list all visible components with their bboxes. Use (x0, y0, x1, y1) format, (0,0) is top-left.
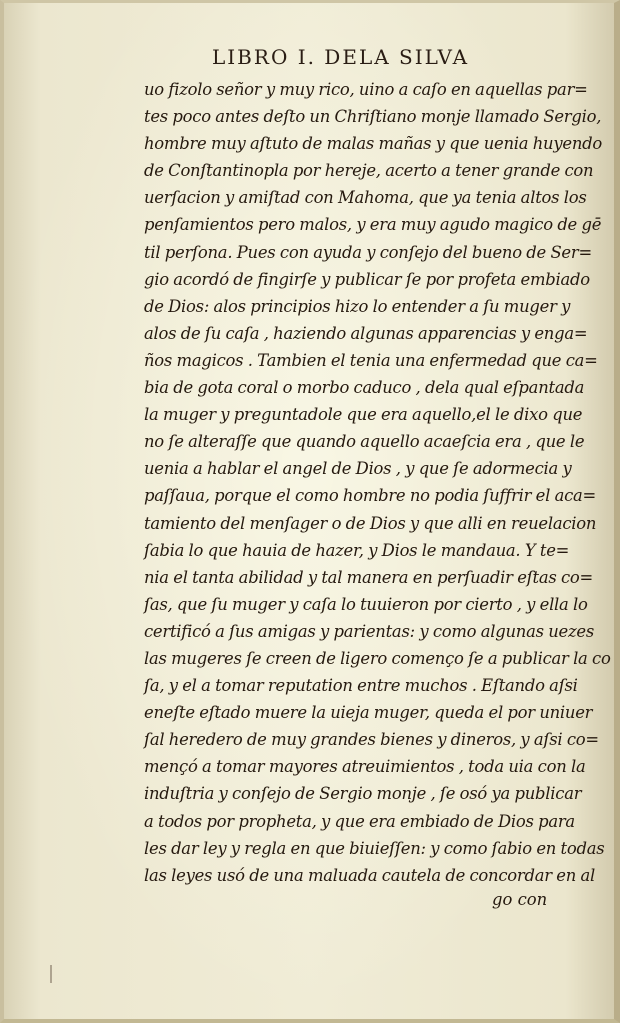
text-line: a todos por propheta, y que era embiado de Dios para (144, 811, 575, 831)
text-line: nia el tanta abilidad y tal manera en perſuadir eſtas co= (144, 567, 593, 587)
text-line: bia de gota coral o morbo caduco , dela qual eſpantada (144, 378, 585, 398)
text-line: las mugeres ſe creen de ligero començo ſe a publicar la co (144, 648, 611, 668)
text-line: ſal heredero de muy grandes bienes y dineros, y aſsi co= (144, 730, 599, 750)
text-line: tamiento del menſager o de Dios y que alli en reuelacion (144, 513, 597, 533)
text-line: eneſte eſtado muere la uieja muger, queda el por uniuer (144, 703, 593, 723)
text-line: ſas, que ſu muger y caſa lo tuuieron por cierto , y ella lo (144, 594, 588, 614)
margin-mark (50, 965, 52, 983)
text-line: alos de ſu caſa , haziendo algunas apparencias y enga= (144, 323, 588, 343)
running-header: LIBRO I. DELA SILVA (212, 45, 470, 69)
text-line: ſa, y el a tomar reputation entre muchos . Eſtando aſsi (144, 676, 578, 696)
text-line: tes poco antes deſto un Chriſtiano monje llamado Sergio, (144, 107, 602, 127)
text-line: hombre muy aſtuto de malas mañas y que uenia huyendo (144, 134, 602, 154)
text-line: gio acordó de fingirſe y publicar ſe por profeta embiado (144, 269, 590, 289)
body-text (144, 76, 611, 889)
text-line: penſamientos pero malos, y era muy agudo magico de gē (144, 215, 602, 235)
text-line: ſabia lo que hauia de hazer, y Dios le mandaua. Y te= (144, 540, 570, 560)
text-line: les dar ley y regla en que biuieſſen: y como ſabio en todas (144, 838, 605, 858)
text-line: de Conſtantinopla por hereje, acerto a tener grande con (144, 161, 594, 181)
text-line: las leyes usó de una maluada cautela de concordar en al (144, 865, 596, 885)
text-line: induſtria y conſejo de Sergio monje , ſe osó ya publicar (144, 784, 582, 804)
text-line: uerſacion y amiſtad con Mahoma, que ya tenia altos los (144, 188, 587, 208)
text-line: certificó a ſus amigas y parientas: y como algunas uezes (144, 621, 595, 641)
text-line: ños magicos . Tambien el tenia una enfermedad que ca= (144, 350, 598, 370)
text-line: paſſaua, porque el como hombre no podia ſuffrir el aca= (144, 486, 597, 506)
text-line: la muger y preguntadole que era aquello,el le dixo que (144, 405, 583, 425)
text-line: de Dios: alos principios hizo lo entender a ſu muger y (144, 296, 571, 316)
catchword: go con (492, 890, 548, 909)
text-line: uenia a hablar el angel de Dios , y que ſe adormecia y (144, 459, 572, 479)
text-line: mençó a tomar mayores atreuimientos , toda uia con la (144, 757, 586, 777)
text-line: uo fizolo señor y muy rico, uino a caſo en aquellas par= (144, 80, 588, 99)
text-line: no ſe alteraſſe que quando aquello acaeſcia era , que le (144, 432, 585, 452)
text-line: til perſona. Pues con ayuda y conſejo del bueno de Ser= (144, 242, 592, 262)
